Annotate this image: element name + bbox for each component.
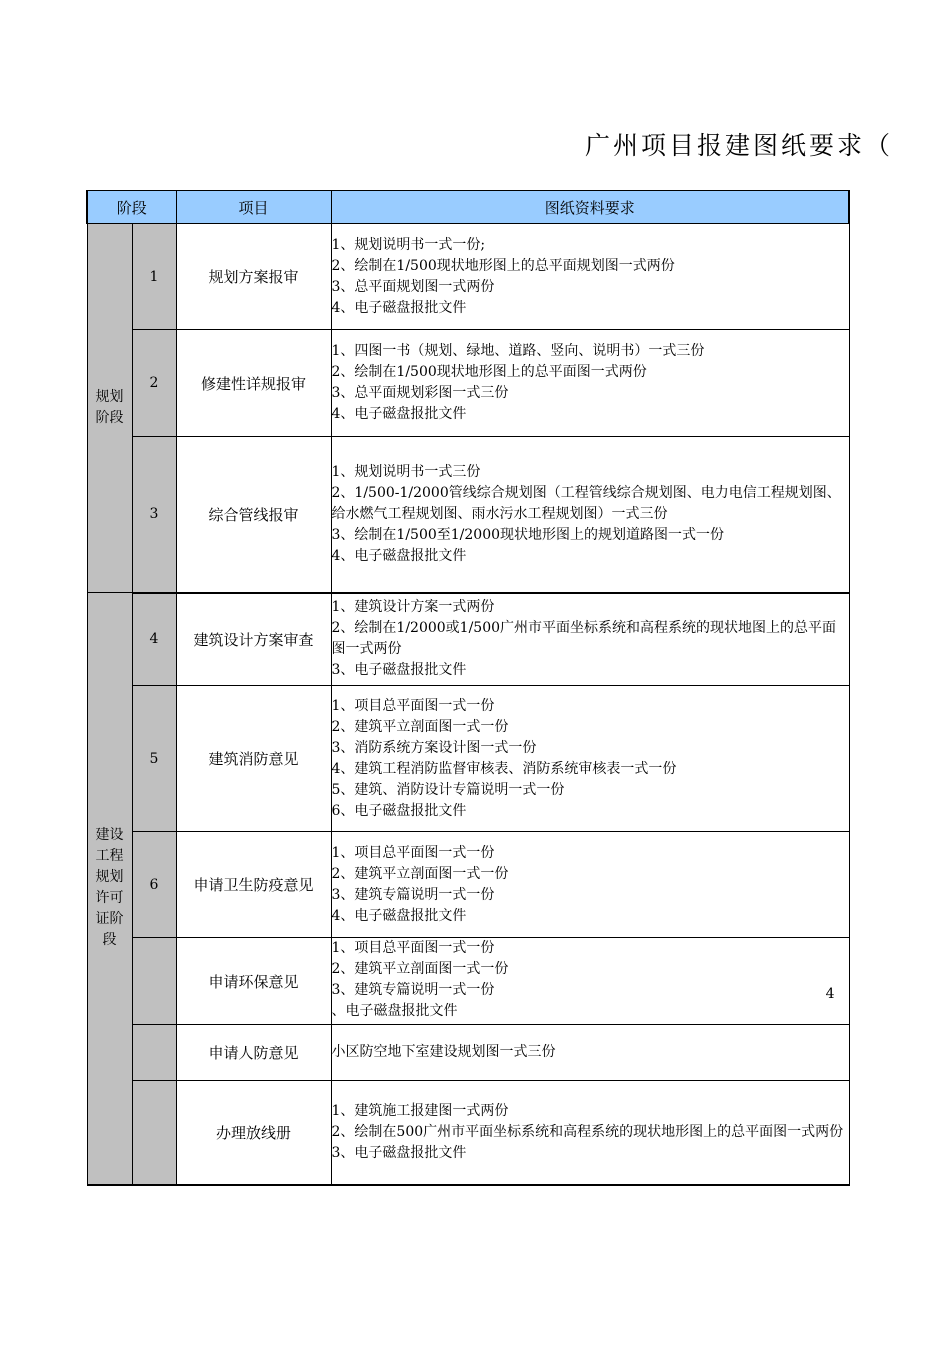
row-item: 申请环保意见 <box>176 938 331 1025</box>
table-row <box>87 330 849 437</box>
requirement-line: 1、规划说明书一式一份; <box>331 236 486 253</box>
requirement-line: 2、建筑平立剖面图一式一份 <box>331 961 509 977</box>
row-item: 综合管线报审 <box>176 437 331 593</box>
requirement-line: 4、电子磁盘报批文件 <box>331 299 467 316</box>
row-item: 申请人防意见 <box>176 1025 331 1081</box>
header-stage: 阶段 <box>87 191 176 224</box>
row-requirements <box>331 437 849 593</box>
row-number: 1 <box>132 224 176 330</box>
row-requirements <box>331 1081 849 1185</box>
row-item: 申请卫生防疫意见 <box>176 832 331 938</box>
stage-label: 建设工程规划许可证阶段 <box>95 827 124 949</box>
requirement-line: 1、规划说明书一式三份 <box>331 463 481 480</box>
table-row <box>87 593 849 686</box>
requirement-line: 小区防空地下室建设规划图一式三份 <box>331 1044 556 1060</box>
document-title: 广州项目报建图纸要求（ <box>585 131 894 160</box>
table-row <box>87 1081 849 1185</box>
row-item: 规划方案报审 <box>176 224 331 330</box>
requirement-line: 1、四图一书（规划、绿地、道路、竖向、说明书）一式三份 <box>331 343 705 359</box>
requirement-line: 2、绘制在1/500现状地形图上的总平面图一式两份 <box>331 364 647 380</box>
requirement-line: 1、项目总平面图一式一份 <box>331 940 495 956</box>
requirement-line: 4、电子磁盘报批文件 <box>331 406 467 422</box>
row-number <box>132 1025 176 1081</box>
table-row <box>87 938 849 1025</box>
row-requirements <box>331 938 849 1025</box>
row-item: 建筑消防意见 <box>176 686 331 832</box>
requirement-line: 2、绘制在1/500现状地形图上的总平面规划图一式两份 <box>331 257 675 274</box>
requirement-line: 1、建筑设计方案一式两份 <box>331 599 495 616</box>
stage-cell-planning <box>87 224 132 593</box>
table-row <box>87 224 849 330</box>
requirement-line: 5、建筑、消防设计专篇说明一式一份 <box>331 781 565 798</box>
requirement-line: 、电子磁盘报批文件 <box>331 1003 458 1019</box>
table-row <box>87 832 849 938</box>
row-item: 办理放线册 <box>176 1081 331 1185</box>
requirement-line: 2、1/500-1/2000管线综合规划图（工程管线综合规划图、电力电信工程规划图、给水燃气工程规划图、雨水污水工程规划图）一式三份 <box>331 484 841 522</box>
row-requirements <box>331 686 849 832</box>
row-number: 3 <box>132 437 176 593</box>
requirement-line: 2、绘制在1/2000或1/500广州市平面坐标系统和高程系统的现状地图上的总平面图一式两份 <box>331 620 837 658</box>
requirement-line: 1、项目总平面图一式一份 <box>331 697 495 714</box>
requirement-line: 3、电子磁盘报批文件 <box>331 662 467 679</box>
row-number: 4 <box>132 593 176 686</box>
row-number: 6 <box>132 832 176 938</box>
header-item: 项目 <box>176 191 331 224</box>
requirement-line: 4、电子磁盘报批文件 <box>331 547 467 564</box>
requirement-line: 3、电子磁盘报批文件 <box>331 1144 467 1161</box>
row-number: 2 <box>132 330 176 437</box>
table-header-row <box>87 191 849 224</box>
requirement-line: 3、总平面规划彩图一式三份 <box>331 385 509 401</box>
requirement-line: 3、总平面规划图一式两份 <box>331 278 495 295</box>
row-requirements <box>331 593 849 686</box>
row-number <box>132 938 176 1025</box>
table-row <box>87 686 849 832</box>
stage-cell-construction-permit <box>87 593 132 1185</box>
requirements-table <box>86 190 850 1186</box>
row-number: 5 <box>132 686 176 832</box>
table-row <box>87 437 849 593</box>
requirement-line: 6、电子磁盘报批文件 <box>331 802 467 819</box>
requirement-line: 4、电子磁盘报批文件 <box>331 907 467 924</box>
requirement-line: 3、建筑专篇说明一式一份 <box>331 982 495 998</box>
requirement-line: 2、建筑平立剖面图一式一份 <box>331 865 509 882</box>
row-requirements <box>331 1025 849 1081</box>
requirement-line: 4、建筑工程消防监督审核表、消防系统审核表一式一份 <box>331 760 677 777</box>
requirement-line: 3、消防系统方案设计图一式一份 <box>331 739 537 756</box>
row-requirements <box>331 330 849 437</box>
row-number <box>132 1081 176 1185</box>
stray-number: 4 <box>825 986 835 1002</box>
stage-label: 规划阶段 <box>95 389 124 426</box>
requirement-line: 3、绘制在1/500至1/2000现状地形图上的规划道路图一式一份 <box>331 526 725 543</box>
row-requirements <box>331 832 849 938</box>
header-requirements: 图纸资料要求 <box>331 191 849 224</box>
requirement-line: 3、建筑专篇说明一式一份 <box>331 886 495 903</box>
table-row <box>87 1025 849 1081</box>
row-item: 修建性详规报审 <box>176 330 331 437</box>
row-item: 建筑设计方案审查 <box>176 593 331 686</box>
requirement-line: 1、建筑施工报建图一式两份 <box>331 1102 509 1119</box>
requirement-line: 2、绘制在500广州市平面坐标系统和高程系统的现状地形图上的总平面图一式两份 <box>331 1123 844 1140</box>
row-requirements <box>331 224 849 330</box>
requirement-line: 1、项目总平面图一式一份 <box>331 844 495 861</box>
requirement-line: 2、建筑平立剖面图一式一份 <box>331 718 509 735</box>
